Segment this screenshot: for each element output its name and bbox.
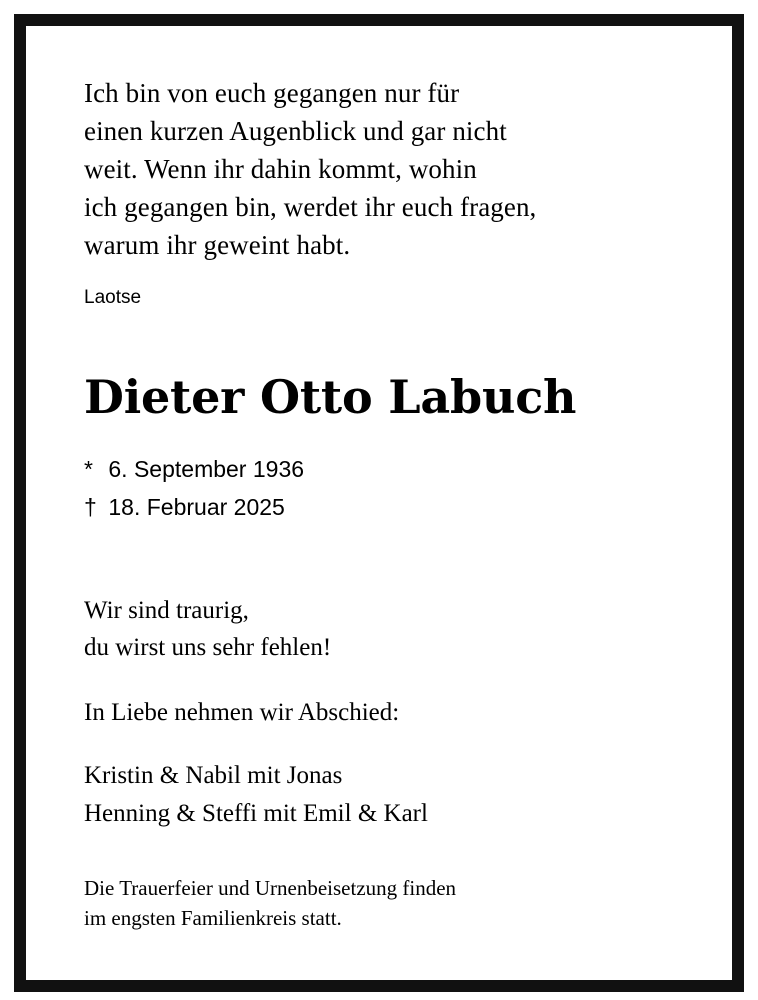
quote-line: Ich bin von euch gegangen nur für (84, 78, 460, 108)
death-date-line (84, 488, 680, 526)
deceased-name: Dieter Otto Labuch (84, 370, 577, 424)
mourner-line: Henning & Steffi mit Emil & Karl (84, 800, 428, 827)
death-cross-icon: † (84, 494, 97, 520)
mourner-line: Kristin & Nabil mit Jonas (84, 762, 343, 789)
quote-line: ich gegangen bin, werdet ihr euch fragen, (84, 192, 537, 222)
farewell-line: du wirst uns sehr fehlen! (84, 634, 332, 661)
mourners-block (84, 757, 680, 833)
abschied-line: In Liebe nehmen wir Abschied: (84, 699, 400, 726)
birth-date-text: 6. September 1936 (108, 456, 305, 482)
quote-line: einen kurzen Augenblick und gar nicht (84, 116, 507, 146)
birth-star-icon: * (84, 456, 93, 482)
quote-author: Laotse (84, 287, 142, 308)
quote-line: weit. Wenn ihr dahin kommt, wohin (84, 154, 477, 184)
obituary-frame (14, 14, 744, 992)
farewell-line: Wir sind traurig, (84, 597, 249, 624)
ceremony-line: Die Trauerfeier und Urnenbeisetzung finden (84, 876, 457, 900)
dates-block (84, 450, 680, 526)
name-block (84, 370, 680, 424)
ceremony-line: im engsten Familienkreis statt. (84, 906, 342, 930)
farewell-block (84, 592, 680, 666)
death-date-text: 18. Februar 2025 (108, 494, 285, 520)
quote-line: warum ihr geweint habt. (84, 230, 351, 260)
quote-block (84, 74, 680, 264)
ceremony-block (84, 873, 680, 933)
birth-date-line (84, 450, 680, 488)
